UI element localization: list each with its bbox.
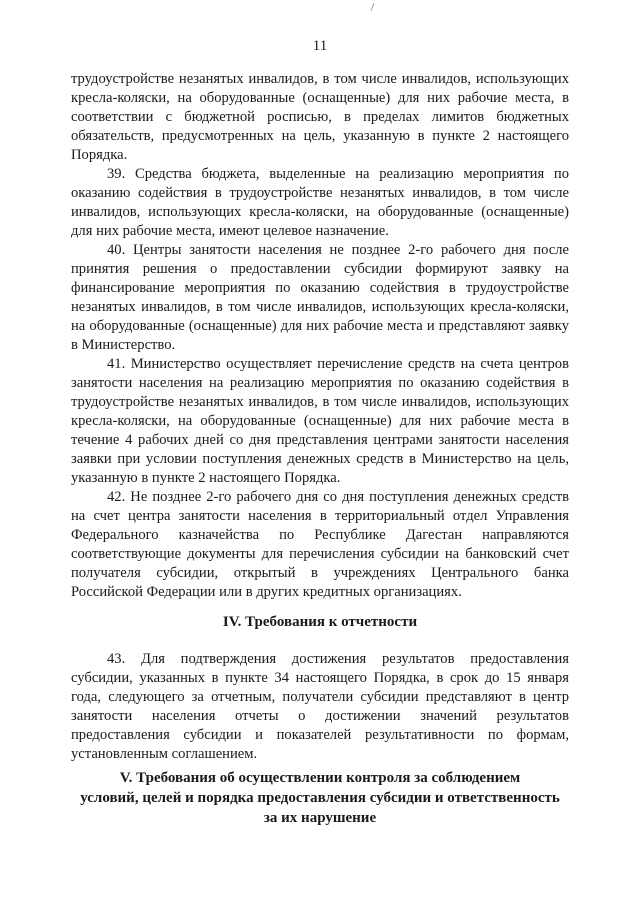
paragraph-38-continuation: трудоустройстве незанятых инвалидов, в том числе инвалидов, использующих кресла-коляски, на оборудованные (оснащенные) для них рабочие места, в соответствии с бюджетной росписью, в пределах лимитов бюджетных обязательств, предусмотренных на цель, указанную в пункте 2 настоящего Порядка.	[71, 71, 569, 163]
paragraph-42: 42. Не позднее 2-го рабочего дня со дня поступления денежных средств на счет центра занятости населения в территориальный отдел Управления Федерального казначейства по Республике Дагестан направляются соответствующие документы для перечисления субсидии на банковский счет получателя субсидии, открытый в учреждениях Центрального банка Российской Федерации или в других кредитных организациях.	[71, 489, 569, 600]
section-5-heading-line: за их нарушение	[263, 810, 377, 826]
paragraph-39: 39. Средства бюджета, выделенные на реализацию мероприятия по оказанию содействия в трудоустройстве незанятых инвалидов, в том числе инвалидов, использующих кресла-коляски, на оборудованные (оснащенные) для них рабочие места, имеют целевое назначение.	[71, 166, 569, 239]
section-5-heading-line: V. Требования об осуществлении контроля за соблюдением	[119, 770, 521, 786]
page-number: 11	[312, 38, 328, 54]
scan-artifact-mark	[371, 3, 375, 11]
paragraph-40: 40. Центры занятости населения не позднее 2-го рабочего дня после принятия решения о предоставлении субсидии формируют заявку на финансирование мероприятия по оказанию содействия в трудоустройстве незанятых инвалидов, в том числе инвалидов, использующих кресла-коляски, на оборудованные (оснащенные) для них рабочие места и представляют заявку в Министерство.	[71, 242, 569, 353]
paragraph-41: 41. Министерство осуществляет перечисление средств на счета центров занятости населения на реализацию мероприятия по оказанию содействия в трудоустройстве незанятых инвалидов, в том числе инвалидов, использующих кресла-коляски, на оборудованные (оснащенные) для них рабочие места в течение 4 рабочих дней со дня представления центрами занятости населения заявки при условии поступления денежных средств в Министерство на цель, указанную в пункте 2 настоящего Порядка.	[71, 356, 569, 486]
paragraph-43: 43. Для подтверждения достижения результатов предоставления субсидии, указанных в пункте 34 настоящего Порядка, в срок до 15 января года, следующего за отчетным, получатели субсидии представляют в центр занятости населения отчеты о достижении значений результатов предоставления субсидии и показателей результативности по формам, установленным соглашением.	[71, 651, 569, 762]
section-5-heading-line: условий, целей и порядка предоставления субсидии и ответственность	[80, 790, 560, 806]
section-5-heading	[60, 768, 580, 828]
section-4-heading: IV. Требования к отчетности	[222, 614, 418, 630]
section-3-body	[71, 70, 569, 602]
section-4-body	[71, 650, 569, 764]
